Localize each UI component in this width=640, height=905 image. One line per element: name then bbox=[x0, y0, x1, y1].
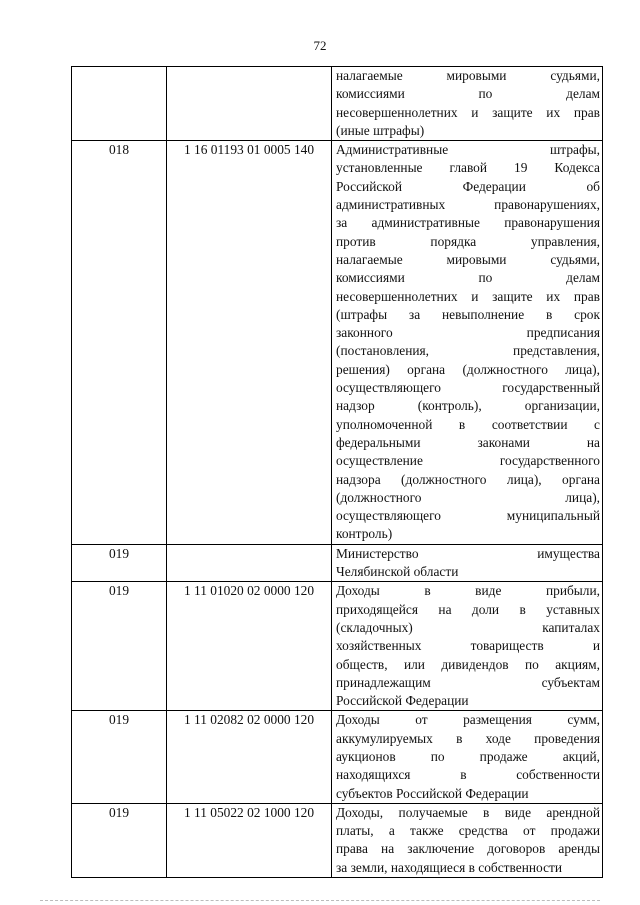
description-line: Доходы от размещения сумм, bbox=[336, 712, 600, 728]
description-line: Челябинской области bbox=[336, 564, 459, 580]
description-line: контроль) bbox=[336, 526, 393, 542]
description-line: Административные штрафы, bbox=[336, 142, 600, 158]
description-line: налагаемые мировыми судьями, bbox=[336, 251, 600, 267]
description-cell bbox=[332, 582, 603, 711]
description-line: несовершеннолетних и защите их прав bbox=[336, 288, 600, 304]
admin-code-cell: 019 bbox=[72, 582, 167, 711]
description-line: осуществляющего государственный bbox=[336, 380, 600, 396]
description-line: обществ, или дивидендов по акциям, bbox=[336, 656, 600, 672]
kbk-code-cell: 1 16 01193 01 0005 140 bbox=[167, 141, 332, 545]
description-text bbox=[336, 545, 600, 582]
description-cell bbox=[332, 803, 603, 877]
description-line: принадлежащим субъектам bbox=[336, 674, 600, 690]
description-line: (постановления, представления, bbox=[336, 343, 600, 359]
budget-classification-table bbox=[71, 66, 603, 878]
kbk-code-cell: 1 11 02082 02 0000 120 bbox=[167, 711, 332, 803]
description-line: за земли, находящиеся в собственности bbox=[336, 859, 563, 875]
description-line: уполномоченной в соответствии с bbox=[336, 416, 600, 432]
table-row bbox=[72, 67, 603, 141]
kbk-code-cell: 1 11 05022 02 1000 120 bbox=[167, 803, 332, 877]
description-line: административных правонарушениях, bbox=[336, 197, 600, 213]
description-line: законного предписания bbox=[336, 325, 600, 341]
admin-code-cell: 019 bbox=[72, 544, 167, 582]
description-line: платы, а также средства от продажи bbox=[336, 823, 600, 839]
description-line: (иные штрафы) bbox=[336, 122, 425, 138]
description-line: несовершеннолетних и защите их прав bbox=[336, 104, 600, 120]
description-cell bbox=[332, 67, 603, 141]
description-line: надзор (контроль), организации, bbox=[336, 398, 600, 414]
description-line: Министерство имущества bbox=[336, 545, 600, 561]
description-text bbox=[336, 711, 600, 802]
description-line: комиссиями по делам bbox=[336, 270, 600, 286]
description-line: (складочных) капиталах bbox=[336, 619, 600, 635]
admin-code-cell bbox=[72, 67, 167, 141]
table-row bbox=[72, 711, 603, 803]
description-text bbox=[336, 804, 600, 877]
admin-code-cell: 019 bbox=[72, 711, 167, 803]
table-row bbox=[72, 544, 603, 582]
admin-code-cell: 019 bbox=[72, 803, 167, 877]
description-line: субъектов Российской Федерации bbox=[336, 785, 529, 801]
description-line: права на заключение договоров аренды bbox=[336, 841, 600, 857]
description-line: комиссиями по делам bbox=[336, 86, 600, 102]
description-line: Доходы в виде прибыли, bbox=[336, 583, 600, 599]
description-line: налагаемые мировыми судьями, bbox=[336, 68, 600, 83]
description-line: решения) органа (должностного лица), bbox=[336, 361, 600, 377]
scan-footer-line bbox=[40, 900, 600, 901]
description-line: федеральными законами на bbox=[336, 434, 600, 450]
page-number: 72 bbox=[313, 38, 327, 53]
table-body bbox=[72, 67, 603, 878]
description-line: хозяйственных товариществ и bbox=[336, 638, 600, 654]
description-line: приходящейся на доли в уставных bbox=[336, 601, 600, 617]
kbk-code-cell bbox=[167, 544, 332, 582]
description-cell bbox=[332, 544, 603, 582]
description-line: установленные главой 19 Кодекса bbox=[336, 160, 600, 176]
description-line: (должностного лица), bbox=[336, 489, 600, 505]
description-line: против порядка управления, bbox=[336, 233, 600, 249]
description-line: надзора (должностного лица), органа bbox=[336, 471, 600, 487]
description-line: находящихся в собственности bbox=[336, 767, 600, 783]
description-line: аукционов по продаже акций, bbox=[336, 748, 600, 764]
description-text bbox=[336, 582, 600, 710]
description-line: Российской Федерации bbox=[336, 693, 469, 709]
admin-code-cell: 018 bbox=[72, 141, 167, 545]
table-row bbox=[72, 803, 603, 877]
description-cell bbox=[332, 711, 603, 803]
description-line: за административные правонарушения bbox=[336, 215, 600, 231]
description-line: Российской Федерации об bbox=[336, 178, 600, 194]
description-text bbox=[336, 67, 600, 140]
kbk-code-cell bbox=[167, 67, 332, 141]
description-line: (штрафы за невыполнение в срок bbox=[336, 306, 600, 322]
table-row bbox=[72, 582, 603, 711]
description-line: осуществление государственного bbox=[336, 453, 600, 469]
description-line: аккумулируемых в ходе проведения bbox=[336, 730, 600, 746]
kbk-code-cell: 1 11 01020 02 0000 120 bbox=[167, 582, 332, 711]
description-text bbox=[336, 141, 600, 544]
description-line: Доходы, получаемые в виде арендной bbox=[336, 804, 600, 820]
description-cell bbox=[332, 141, 603, 545]
table-row bbox=[72, 141, 603, 545]
description-line: осуществляющего муниципальный bbox=[336, 508, 600, 524]
